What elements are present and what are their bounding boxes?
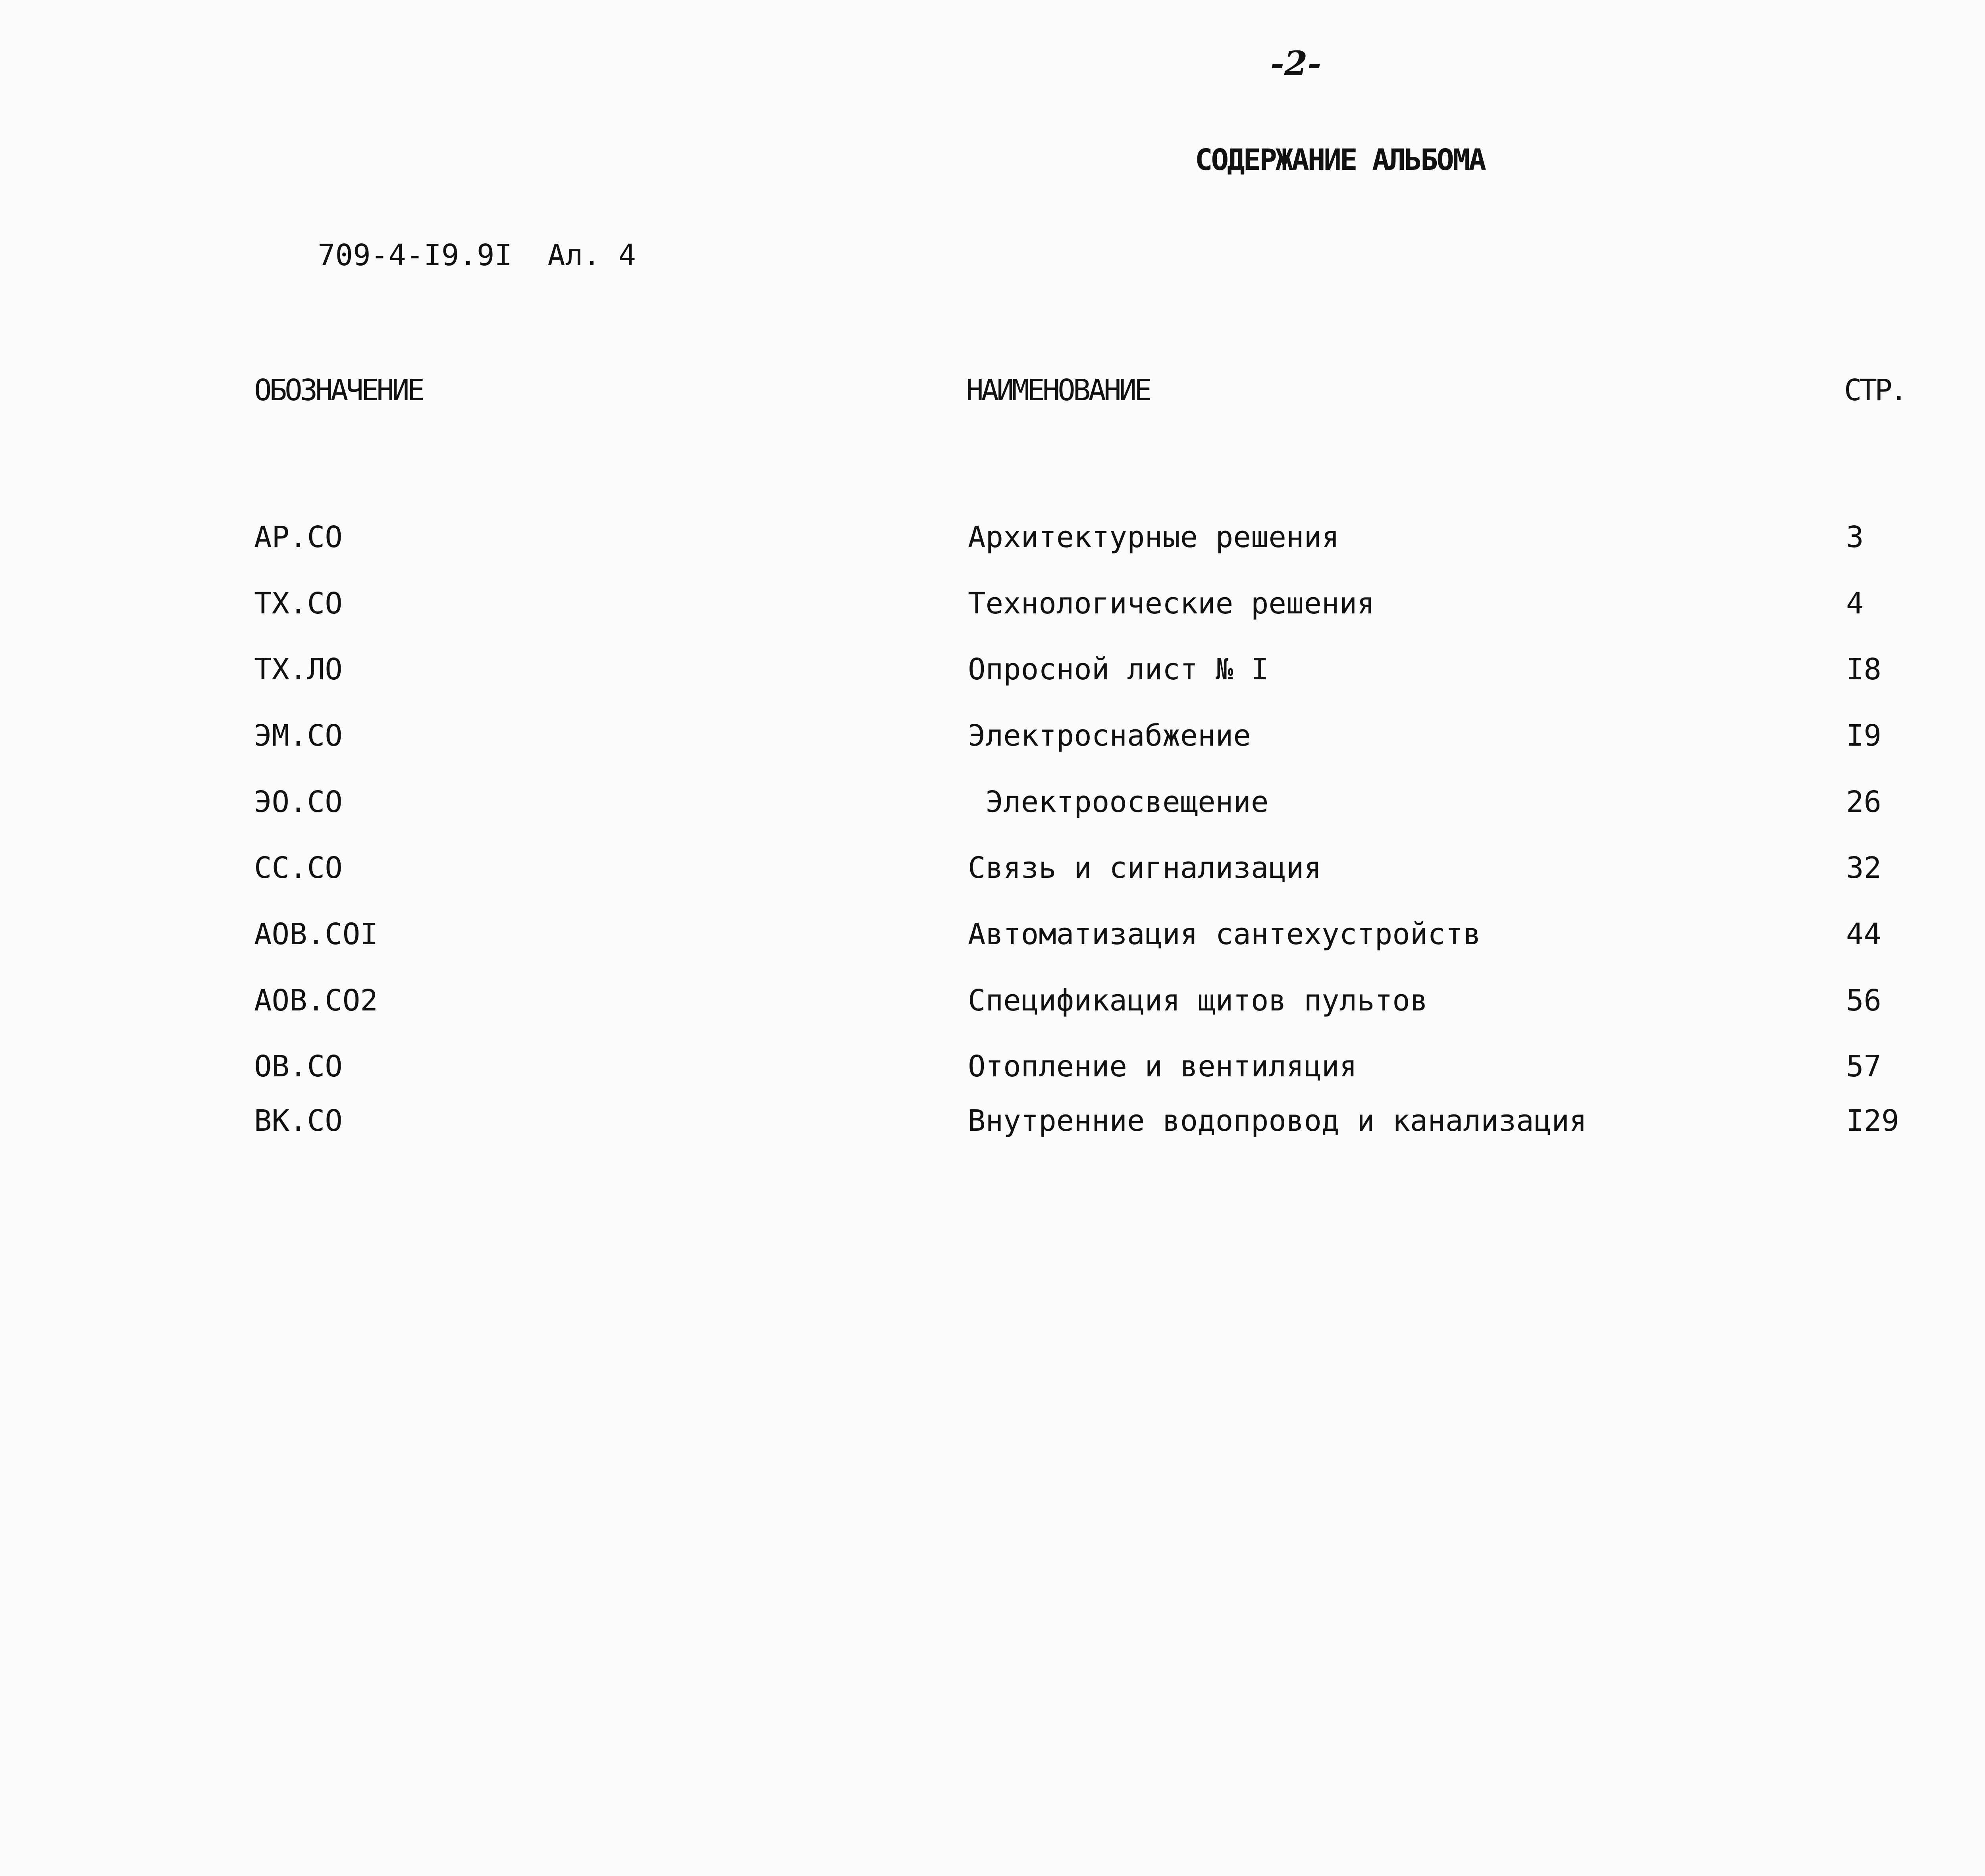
toc-name: Электроосвещение: [968, 785, 1269, 819]
toc-name: Технологические решения: [968, 586, 1375, 621]
toc-page: 56: [1846, 983, 1882, 1018]
toc-name: Спецификация щитов пультов: [968, 983, 1428, 1018]
toc-name: Внутренние водопровод и канализация: [968, 1104, 1587, 1138]
toc-row: [0, 851, 1985, 895]
toc-name: Электроснабжение: [968, 719, 1251, 753]
toc-row: [0, 719, 1985, 762]
toc-page: I9: [1846, 719, 1882, 753]
album-code: 709-4-I9.9I Ал. 4: [318, 238, 636, 272]
document-title: СОДЕРЖАНИЕ АЛЬБОМА: [1195, 143, 1485, 177]
toc-row: [0, 983, 1985, 1027]
toc-code: АОВ.СОI: [254, 917, 378, 951]
header-page: СТР.: [1844, 373, 1906, 407]
toc-row: [0, 586, 1985, 630]
toc-page: 26: [1846, 785, 1882, 819]
toc-page: 57: [1846, 1049, 1882, 1084]
page-number: -2-: [1270, 44, 1322, 83]
toc-row: [0, 1104, 1985, 1147]
toc-code: ОВ.СО: [254, 1049, 343, 1084]
toc-row: [0, 652, 1985, 696]
toc-code: ВК.СО: [254, 1104, 343, 1138]
toc-code: АР.СО: [254, 520, 343, 554]
header-name: НАИМЕНОВАНИЕ: [966, 373, 1150, 407]
toc-page: 4: [1846, 586, 1864, 621]
toc-page: I29: [1846, 1104, 1899, 1138]
toc-name: Отопление и вентиляция: [968, 1049, 1357, 1084]
toc-row: [0, 1049, 1985, 1093]
toc-page: 44: [1846, 917, 1882, 951]
toc-row: [0, 520, 1985, 564]
toc-code: ЭМ.СО: [254, 719, 343, 753]
toc-page: 3: [1846, 520, 1864, 554]
toc-name: Автоматизация сантехустройств: [968, 917, 1481, 951]
toc-code: СС.СО: [254, 851, 343, 885]
toc-name: Архитектурные решения: [968, 520, 1339, 554]
toc-code: ЭО.СО: [254, 785, 343, 819]
toc-page: 32: [1846, 851, 1882, 885]
toc-row: [0, 785, 1985, 829]
toc-code: ТХ.ЛО: [254, 652, 343, 686]
toc-row: [0, 917, 1985, 961]
toc-name: Связь и сигнализация: [968, 851, 1322, 885]
toc-name: Опросной лист № I: [968, 652, 1269, 686]
toc-page: I8: [1846, 652, 1882, 686]
toc-code: АОВ.СО2: [254, 983, 378, 1018]
toc-code: ТХ.СО: [254, 586, 343, 621]
header-designation: ОБОЗНАЧЕНИЕ: [254, 373, 423, 407]
